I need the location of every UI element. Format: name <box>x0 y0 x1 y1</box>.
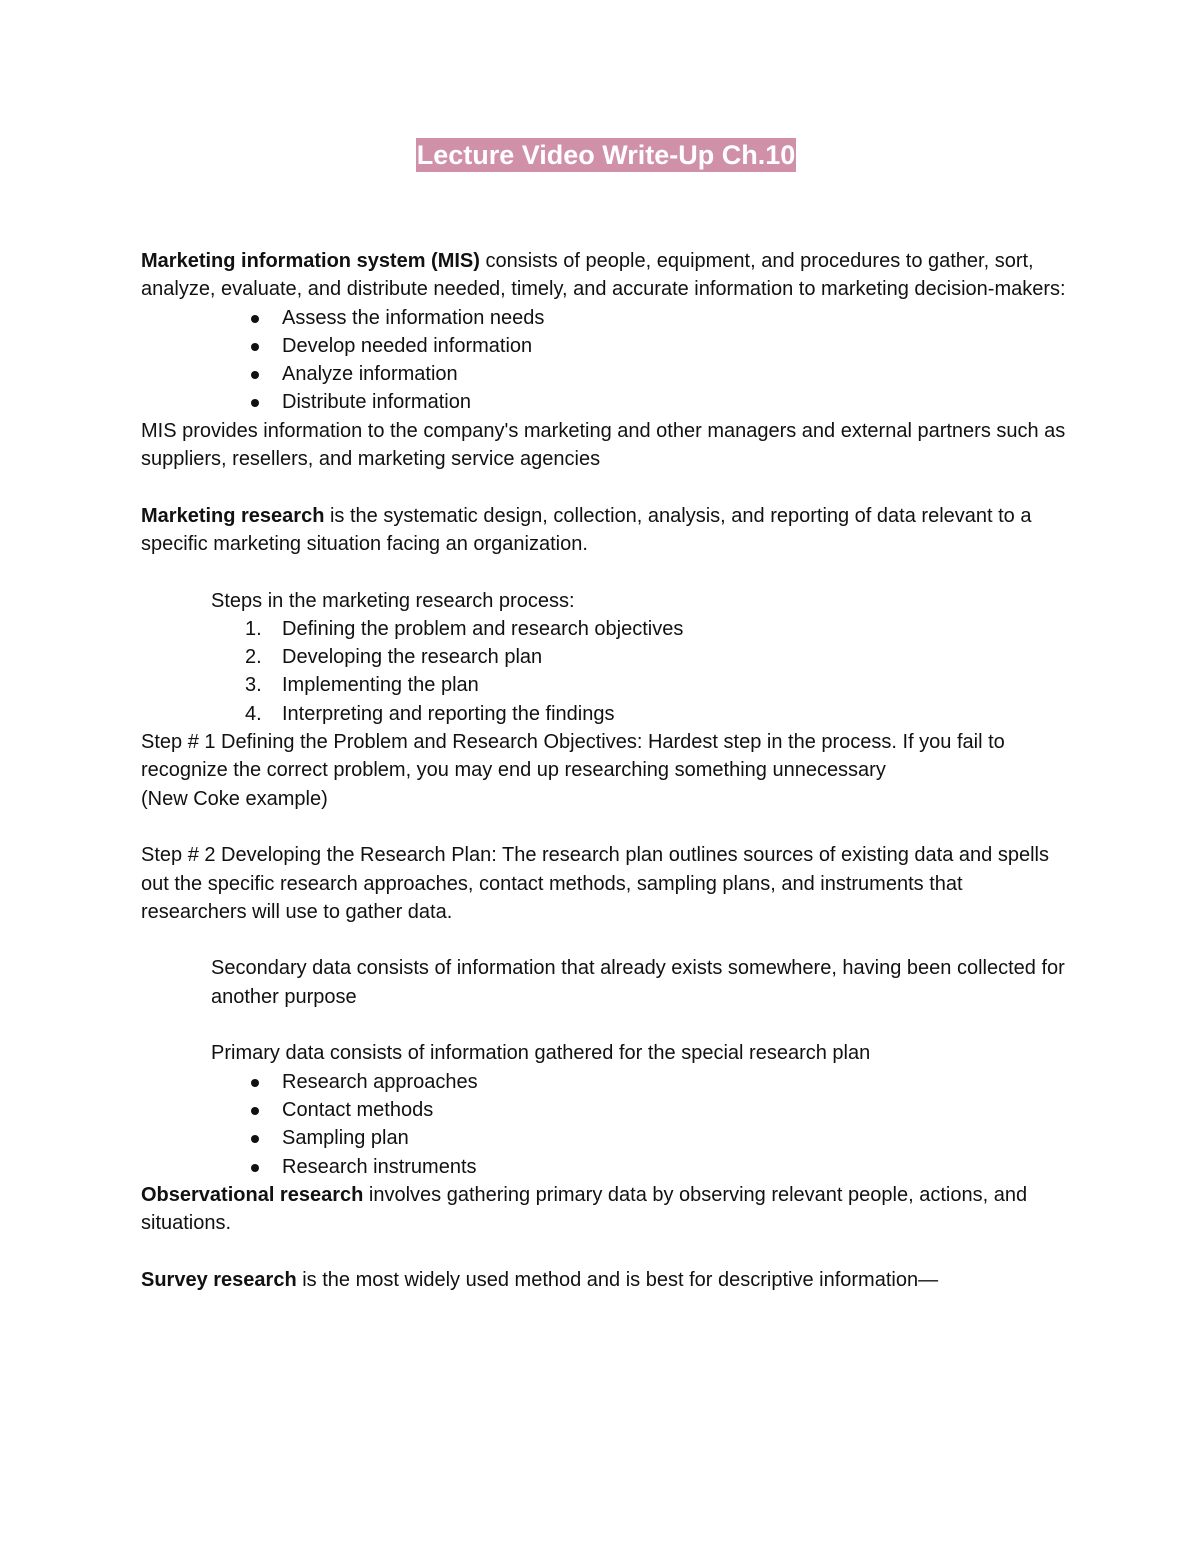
step-text: Interpreting and reporting the findings <box>282 702 615 725</box>
primary-bullet-list <box>141 1068 1071 1181</box>
step2-paragraph: Step # 2 Developing the Research Plan: The research plan outlines sources of existing data and spells out the specific research approaches, contact methods, sampling plans, and instruments that researchers will use to gather data. <box>141 844 1049 923</box>
survey-research-definition <box>141 1266 1071 1294</box>
bullet-icon <box>251 399 259 407</box>
marketing-research-term: Marketing research <box>141 504 325 527</box>
list-item-text: Contact methods <box>282 1098 434 1121</box>
list-item <box>141 304 1071 332</box>
primary-data-paragraph: Primary data consists of information gathered for the special research plan <box>211 1042 871 1065</box>
document-title: Lecture Video Write-Up Ch.10 <box>416 140 796 170</box>
step-text: Developing the research plan <box>282 646 543 669</box>
bullet-icon <box>251 1164 259 1172</box>
step-text: Defining the problem and research objectives <box>282 617 684 640</box>
list-item <box>141 388 1071 416</box>
list-item <box>141 360 1071 388</box>
list-item <box>141 700 1071 728</box>
mis-definition-text: consists of people, equipment, and procedures to gather, sort, analyze, evaluate, and distribute needed, timely, and accurate information to marketing decision-makers: <box>141 250 1066 301</box>
document-body <box>141 138 1071 1294</box>
list-item-text: Assess the information needs <box>282 306 545 329</box>
bullet-icon <box>251 371 259 379</box>
list-item <box>141 1068 1071 1096</box>
observational-research-text: involves gathering primary data by observing relevant people, actions, and situations. <box>141 1183 1028 1235</box>
mis-bullet-list <box>141 304 1071 417</box>
mis-term: Marketing information system (MIS) <box>141 250 480 272</box>
list-item <box>141 332 1071 360</box>
step-number: 2. <box>245 646 262 669</box>
list-item <box>141 615 1071 643</box>
list-item-text: Distribute information <box>282 391 471 414</box>
list-item-text: Research instruments <box>282 1155 477 1178</box>
secondary-data-paragraph: Secondary data consists of information that already exists somewhere, having been collected for another purpose <box>211 957 1065 1008</box>
bullet-icon <box>251 1079 259 1087</box>
marketing-research-text: is the systematic design, collection, analysis, and reporting of data relevant to a specific marketing situation facing an organization. <box>141 504 1032 555</box>
step-number: 4. <box>245 702 262 725</box>
bullet-icon <box>251 343 259 351</box>
survey-research-text: is the most widely used method and is best for descriptive information— <box>296 1268 939 1291</box>
title-block <box>141 138 1071 177</box>
survey-research-term: Survey research <box>141 1268 297 1291</box>
step1-example: (New Coke example) <box>141 787 328 810</box>
step-text: Implementing the plan <box>282 674 479 697</box>
list-item <box>141 671 1071 699</box>
steps-intro: Steps in the marketing research process: <box>211 589 575 612</box>
marketing-research-definition <box>141 502 1071 559</box>
step-number: 3. <box>245 674 262 697</box>
bullet-icon <box>251 1135 259 1143</box>
list-item-text: Sampling plan <box>282 1127 409 1150</box>
observational-research-definition <box>141 1181 1071 1238</box>
step1-paragraph: Step # 1 Defining the Problem and Research Objectives: Hardest step in the process. If you fail to recognize the correct problem, you may end up researching something unnecessary <box>141 731 1005 782</box>
list-item <box>141 1096 1071 1124</box>
bullet-icon <box>251 1107 259 1115</box>
steps-list <box>141 615 1071 728</box>
list-item-text: Analyze information <box>282 363 458 386</box>
step-number: 1. <box>245 617 262 640</box>
mis-definition <box>141 247 1071 304</box>
list-item <box>141 1124 1071 1152</box>
list-item <box>141 1153 1071 1181</box>
list-item-text: Research approaches <box>282 1070 478 1093</box>
mis-provides-paragraph: MIS provides information to the company's marketing and other managers and external partners such as suppliers, resellers, and marketing service agencies <box>141 419 1066 471</box>
list-item-text: Develop needed information <box>282 334 533 357</box>
observational-research-term: Observational research <box>141 1183 364 1206</box>
list-item <box>141 643 1071 671</box>
bullet-icon <box>251 315 259 323</box>
